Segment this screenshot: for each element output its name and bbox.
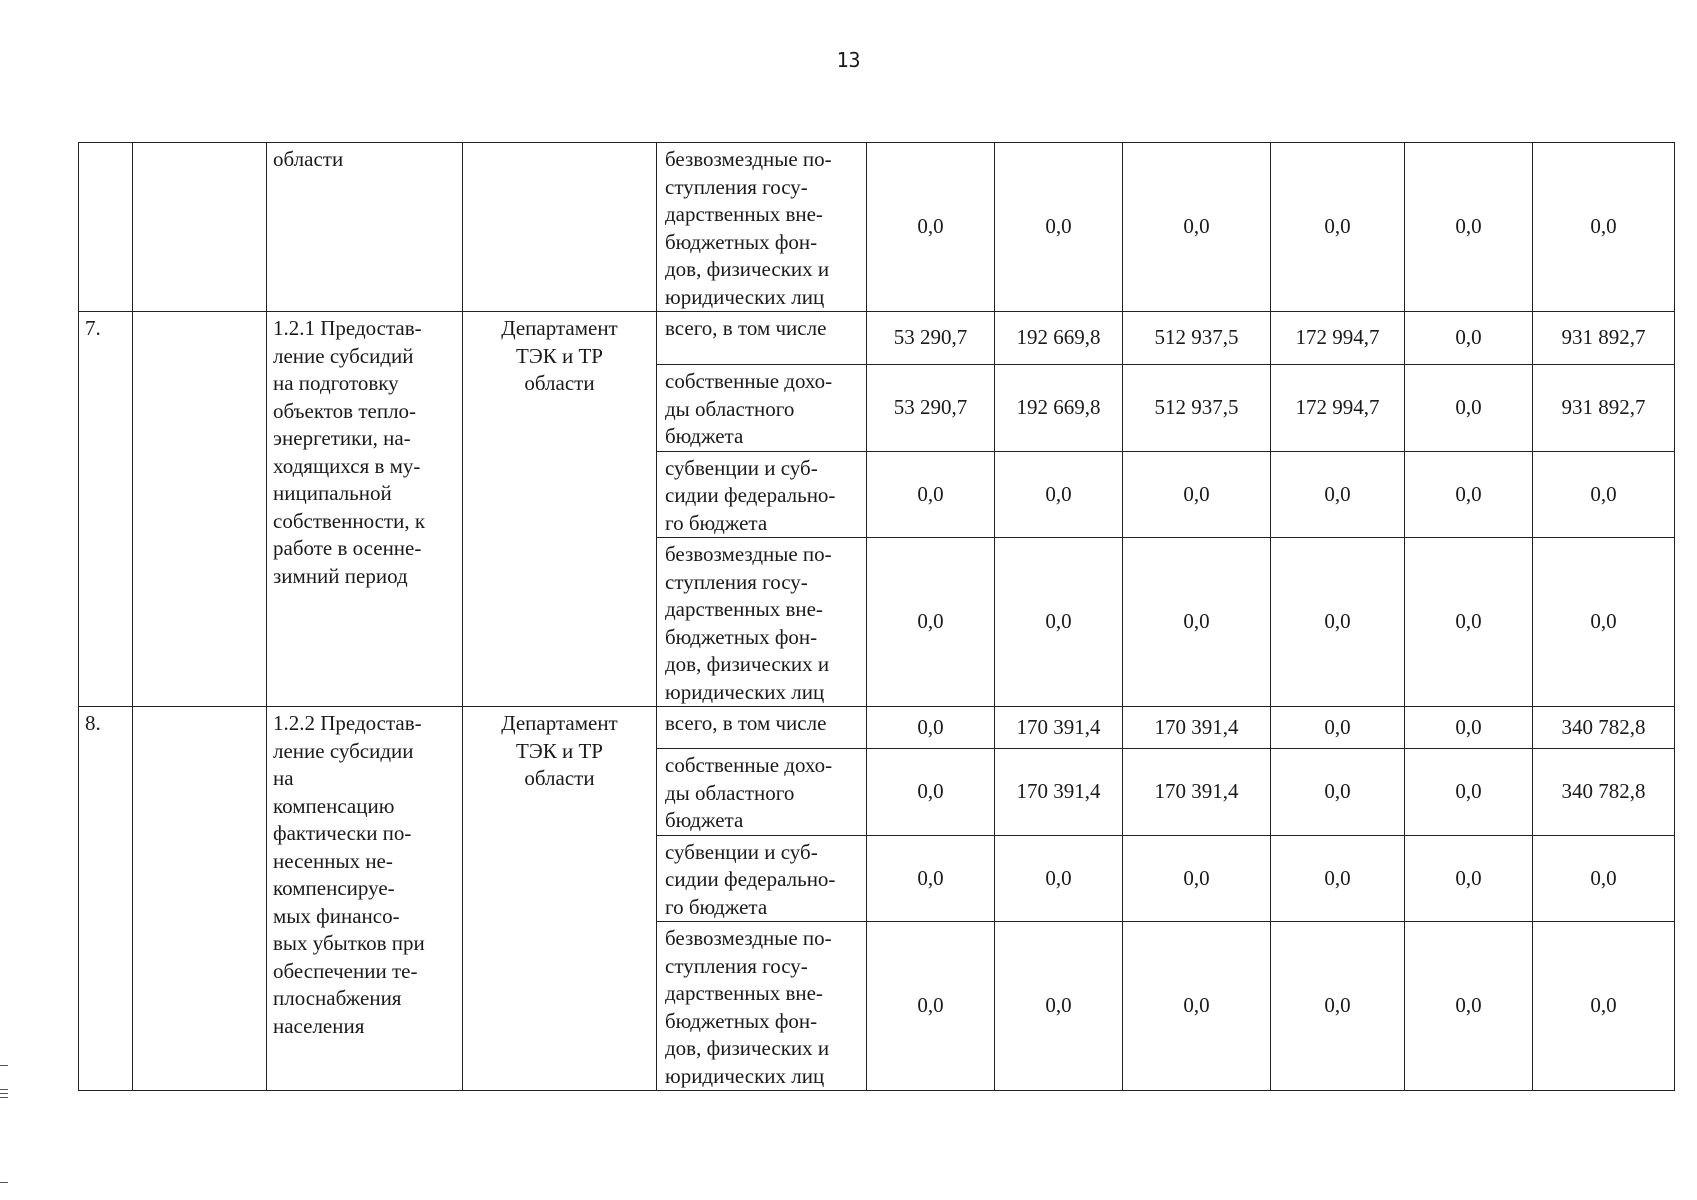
funding-source-cell [657, 835, 867, 922]
value-cell [1405, 707, 1533, 749]
scan-mark [0, 1065, 8, 1066]
value-cell [867, 312, 995, 365]
funding-source-cell [657, 143, 867, 312]
value-cell [1123, 707, 1271, 749]
value-cell [995, 749, 1123, 836]
value-cell [867, 143, 995, 312]
value-cell-text: 53 290,7 [893, 395, 968, 419]
event-name-cell [267, 707, 463, 1091]
department-cell-text: Департамент ТЭК и ТР области [501, 711, 618, 790]
value-cell-text: 0,0 [1455, 865, 1482, 890]
value-cell [995, 538, 1123, 707]
value-cell [1533, 312, 1675, 365]
table-body [79, 143, 1675, 1091]
value-cell-text: 0,0 [1183, 993, 1210, 1018]
value-cell-text: 170 391,4 [1016, 779, 1101, 803]
value-cell [1533, 835, 1675, 922]
value-cell [867, 365, 995, 452]
value-cell [1123, 143, 1271, 312]
value-cell-text: 0,0 [1045, 214, 1072, 239]
value-cell-text: 172 994,7 [1295, 325, 1380, 350]
funding-source-cell-text: субвенции и суб- сидии федерально- го бюджета [665, 455, 836, 535]
value-cell-text: 0,0 [1590, 609, 1617, 634]
event-name-cell-text: 1.2.2 Предостав- ление субсидии на компенсацию фактически по- несенных не- компенсируе- мых финансо- вых убытков при обеспечении те- плоснабжения населения [273, 711, 425, 1038]
value-cell [1533, 143, 1675, 312]
value-cell-text: 0,0 [1324, 779, 1351, 803]
value-cell-text: 0,0 [917, 865, 944, 890]
index-cell-empty [79, 143, 133, 312]
value-cell [1271, 143, 1405, 312]
value-cell [995, 835, 1123, 922]
funding-source-cell [657, 749, 867, 836]
scan-mark [0, 1182, 8, 1183]
value-cell [1271, 312, 1405, 365]
value-cell-text: 0,0 [1324, 214, 1351, 239]
department-cell [463, 312, 657, 707]
value-cell [1533, 538, 1675, 707]
row-index-cell-text: 7. [85, 316, 101, 340]
value-cell-text: 0,0 [1324, 481, 1351, 506]
value-cell-text: 0,0 [1455, 395, 1482, 419]
value-cell [867, 451, 995, 538]
value-cell [1405, 835, 1533, 922]
funding-source-cell-text: собственные дохо- ды областного бюджета [665, 753, 833, 832]
funding-source-cell-text: безвозмездные по- ступления госу- дарственных вне- бюджетных фон- дов, физических и юридических лиц [665, 542, 832, 704]
value-cell-text: 0,0 [1183, 865, 1210, 890]
value-cell [1533, 365, 1675, 452]
value-cell [1405, 312, 1533, 365]
value-cell-text: 170 391,4 [1154, 779, 1239, 803]
value-cell-text: 0,0 [1455, 214, 1482, 239]
funding-source-cell-text: субвенции и суб- сидии федерально- го бюджета [665, 839, 836, 919]
funding-source-cell-text: безвозмездные по- ступления госу- дарственных вне- бюджетных фон- дов, физических и юридических лиц [665, 147, 832, 309]
value-cell-text: 0,0 [1324, 993, 1351, 1018]
value-cell-text: 53 290,7 [893, 325, 968, 350]
value-cell-text: 512 937,5 [1154, 395, 1239, 419]
value-cell [1405, 143, 1533, 312]
value-cell-text: 0,0 [917, 779, 944, 803]
value-cell [1533, 922, 1675, 1091]
table-row [79, 707, 1675, 749]
value-cell-text: 0,0 [1455, 325, 1482, 350]
event-name-cell-text: 1.2.1 Предостав- ление субсидий на подготовку объектов тепло- энергетики, на- ходящихся в му- ниципальной собственности, к работе в осенне- зимний период [273, 316, 426, 588]
value-cell-text: 0,0 [1324, 865, 1351, 890]
value-cell-text: 0,0 [1324, 609, 1351, 634]
department-cell-empty [463, 143, 657, 312]
value-cell [867, 749, 995, 836]
value-cell [867, 538, 995, 707]
value-cell-text: 192 669,8 [1016, 395, 1101, 419]
value-cell-text: 0,0 [1183, 609, 1210, 634]
event-name-cell-text: области [273, 147, 344, 171]
value-cell-text: 0,0 [1590, 865, 1617, 890]
value-cell-text: 0,0 [917, 481, 944, 506]
value-cell-text: 0,0 [917, 714, 944, 739]
value-cell [995, 451, 1123, 538]
value-cell-text: 931 892,7 [1561, 325, 1646, 350]
value-cell [995, 365, 1123, 452]
value-cell [995, 922, 1123, 1091]
funding-source-cell [657, 451, 867, 538]
code-cell-empty [133, 707, 267, 1091]
scan-mark [0, 1093, 8, 1094]
value-cell-text: 0,0 [917, 993, 944, 1018]
value-cell [995, 312, 1123, 365]
department-cell [463, 707, 657, 1091]
funding-source-cell [657, 538, 867, 707]
value-cell-text: 0,0 [1183, 481, 1210, 506]
value-cell [1271, 365, 1405, 452]
event-name-cell [267, 312, 463, 707]
value-cell-text: 172 994,7 [1295, 395, 1380, 419]
funding-source-cell-text: собственные дохо- ды областного бюджета [665, 369, 833, 448]
value-cell [1271, 451, 1405, 538]
value-cell-text: 0,0 [917, 214, 944, 239]
code-cell-empty [133, 312, 267, 707]
value-cell-text: 340 782,8 [1561, 779, 1646, 803]
program-funding-table [78, 142, 1675, 1091]
value-cell [1405, 365, 1533, 452]
code-cell-empty [133, 143, 267, 312]
value-cell [1123, 312, 1271, 365]
value-cell [1271, 707, 1405, 749]
value-cell [1123, 451, 1271, 538]
value-cell [1533, 451, 1675, 538]
value-cell-text: 0,0 [1455, 993, 1482, 1018]
funding-source-cell [657, 365, 867, 452]
department-cell-text: Департамент ТЭК и ТР области [501, 316, 618, 395]
value-cell [1123, 749, 1271, 836]
value-cell-text: 192 669,8 [1016, 325, 1101, 350]
value-cell [995, 707, 1123, 749]
value-cell [1271, 749, 1405, 836]
event-name-cell [267, 143, 463, 312]
value-cell-text: 0,0 [1455, 609, 1482, 634]
table-row [79, 143, 1675, 312]
value-cell [1271, 835, 1405, 922]
value-cell [867, 835, 995, 922]
value-cell-text: 0,0 [1324, 714, 1351, 739]
value-cell [1271, 538, 1405, 707]
value-cell-text: 512 937,5 [1154, 325, 1239, 350]
value-cell-text: 170 391,4 [1016, 714, 1101, 739]
value-cell-text: 0,0 [1183, 214, 1210, 239]
funding-source-cell [657, 312, 867, 365]
value-cell [867, 707, 995, 749]
page-number: 13 [836, 48, 861, 72]
value-cell-text: 931 892,7 [1561, 395, 1646, 419]
funding-source-cell [657, 707, 867, 749]
value-cell [1405, 538, 1533, 707]
value-cell [1533, 749, 1675, 836]
value-cell-text: 340 782,8 [1561, 714, 1646, 739]
value-cell [1405, 451, 1533, 538]
value-cell-text: 0,0 [1455, 714, 1482, 739]
value-cell [1533, 707, 1675, 749]
funding-source-cell-text: всего, в том числе [665, 316, 827, 340]
value-cell-text: 0,0 [1045, 993, 1072, 1018]
value-cell [1123, 538, 1271, 707]
scan-mark [0, 1089, 8, 1090]
funding-source-cell-text: безвозмездные по- ступления госу- дарственных вне- бюджетных фон- дов, физических и юридических лиц [665, 926, 832, 1088]
funding-source-cell [657, 922, 867, 1091]
value-cell-text: 0,0 [1455, 481, 1482, 506]
value-cell [1271, 922, 1405, 1091]
funding-source-cell-text: всего, в том числе [665, 711, 827, 735]
value-cell-text: 0,0 [1045, 865, 1072, 890]
value-cell-text: 0,0 [1045, 609, 1072, 634]
value-cell [1123, 922, 1271, 1091]
value-cell-text: 0,0 [1455, 779, 1482, 803]
value-cell [1405, 922, 1533, 1091]
value-cell-text: 0,0 [1590, 481, 1617, 506]
value-cell-text: 0,0 [917, 609, 944, 634]
scan-mark [0, 1097, 8, 1098]
value-cell [867, 922, 995, 1091]
value-cell-text: 170 391,4 [1154, 714, 1239, 739]
value-cell [1405, 749, 1533, 836]
value-cell [995, 143, 1123, 312]
value-cell-text: 0,0 [1590, 993, 1617, 1018]
value-cell-text: 0,0 [1590, 214, 1617, 239]
value-cell-text: 0,0 [1045, 481, 1072, 506]
value-cell [1123, 835, 1271, 922]
row-index-cell [79, 312, 133, 707]
row-index-cell-text: 8. [85, 711, 101, 735]
value-cell [1123, 365, 1271, 452]
row-index-cell [79, 707, 133, 1091]
table-row [79, 312, 1675, 365]
